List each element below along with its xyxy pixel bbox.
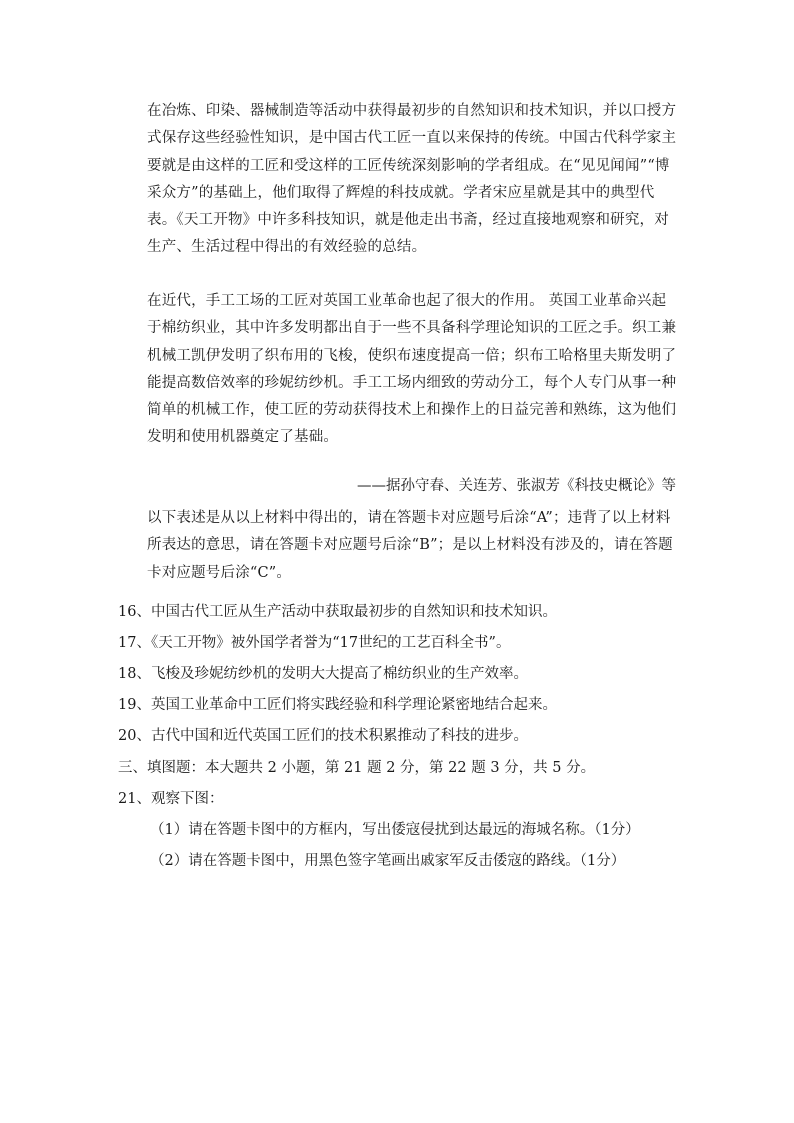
material-paragraph-2: 在近代，手工工场的工匠对英国工业革命也起了很大的作用。 英国工业革命兴起于棉纺织业，其中许多发明都出自于一些不具备科学理论知识的工匠之手。织工兼机械工凯伊发明了织布用的飞梭，使织布速度提高一倍；织布工哈格里夫斯发明了能提高数倍效率的珍妮纺纱机。手工工场内细致的劳动分工，每个人专门从事一种简单的机械工作，使工匠的劳动获得技术上和操作上的日益完善和熟练，这为他们发明和使用机器奠定了基础。 xyxy=(147,293,677,446)
question-17: 17、《天工开物》被外国学者誉为“17世纪的工艺百科全书”。 xyxy=(118,635,511,651)
section-3-heading: 三、填图题：本大题共 2 小题，第 21 题 2 分，第 22 题 3 分，共 5 分。 xyxy=(118,760,596,776)
question-21-sub-2: （2）请在答题卡图中，用黑色签字笔画出戚家军反击倭寇的路线。（1分） xyxy=(150,853,626,869)
question-20: 20、古代中国和近代英国工匠们的技术积累推动了科技的进步。 xyxy=(118,728,528,744)
material-paragraph-1: 在冶炼、印染、器械制造等活动中获得最初步的自然知识和技术知识，并以口授方式保存这些经验性知识，是中国古代工匠一直以来保持的传统。中国古代科学家主要就是由这样的工匠和受这样的工匠传统深刻影响的学者组成。在“见见闻闻”“博采众方”的基础上，他们取得了辉煌的科技成就。学者宋应星就是其中的典型代表。《天工开物》中许多科技知识，就是他走出书斋，经过直接地观察和研究，对生产、生活过程中得出的有效经验的总结。 xyxy=(147,103,677,256)
question-16: 16、中国古代工匠从生产活动中获取最初步的自然知识和技术知识。 xyxy=(118,604,557,620)
material-source: ——据孙守春、关连芳、张淑芳《科技史概论》等 xyxy=(357,478,676,494)
instruction-text: 以下表述是从以上材料中得出的，请在答题卡对应题号后涂“A”；违背了以上材料所表达的意思，请在答题卡对应题号后涂“B”；是以上材料没有涉及的，请在答题卡对应题号后涂“C”。 xyxy=(147,510,673,581)
question-21-sub-1: （1）请在答题卡图中的方框内，写出倭寇侵扰到达最远的海城名称。（1分） xyxy=(150,822,640,838)
question-21: 21、观察下图： xyxy=(118,791,224,807)
question-18: 18、飞梭及珍妮纺纱机的发明大大提高了棉纺织业的生产效率。 xyxy=(118,666,528,682)
question-19: 19、英国工业革命中工匠们将实践经验和科学理论紧密地结合起来。 xyxy=(118,697,557,713)
